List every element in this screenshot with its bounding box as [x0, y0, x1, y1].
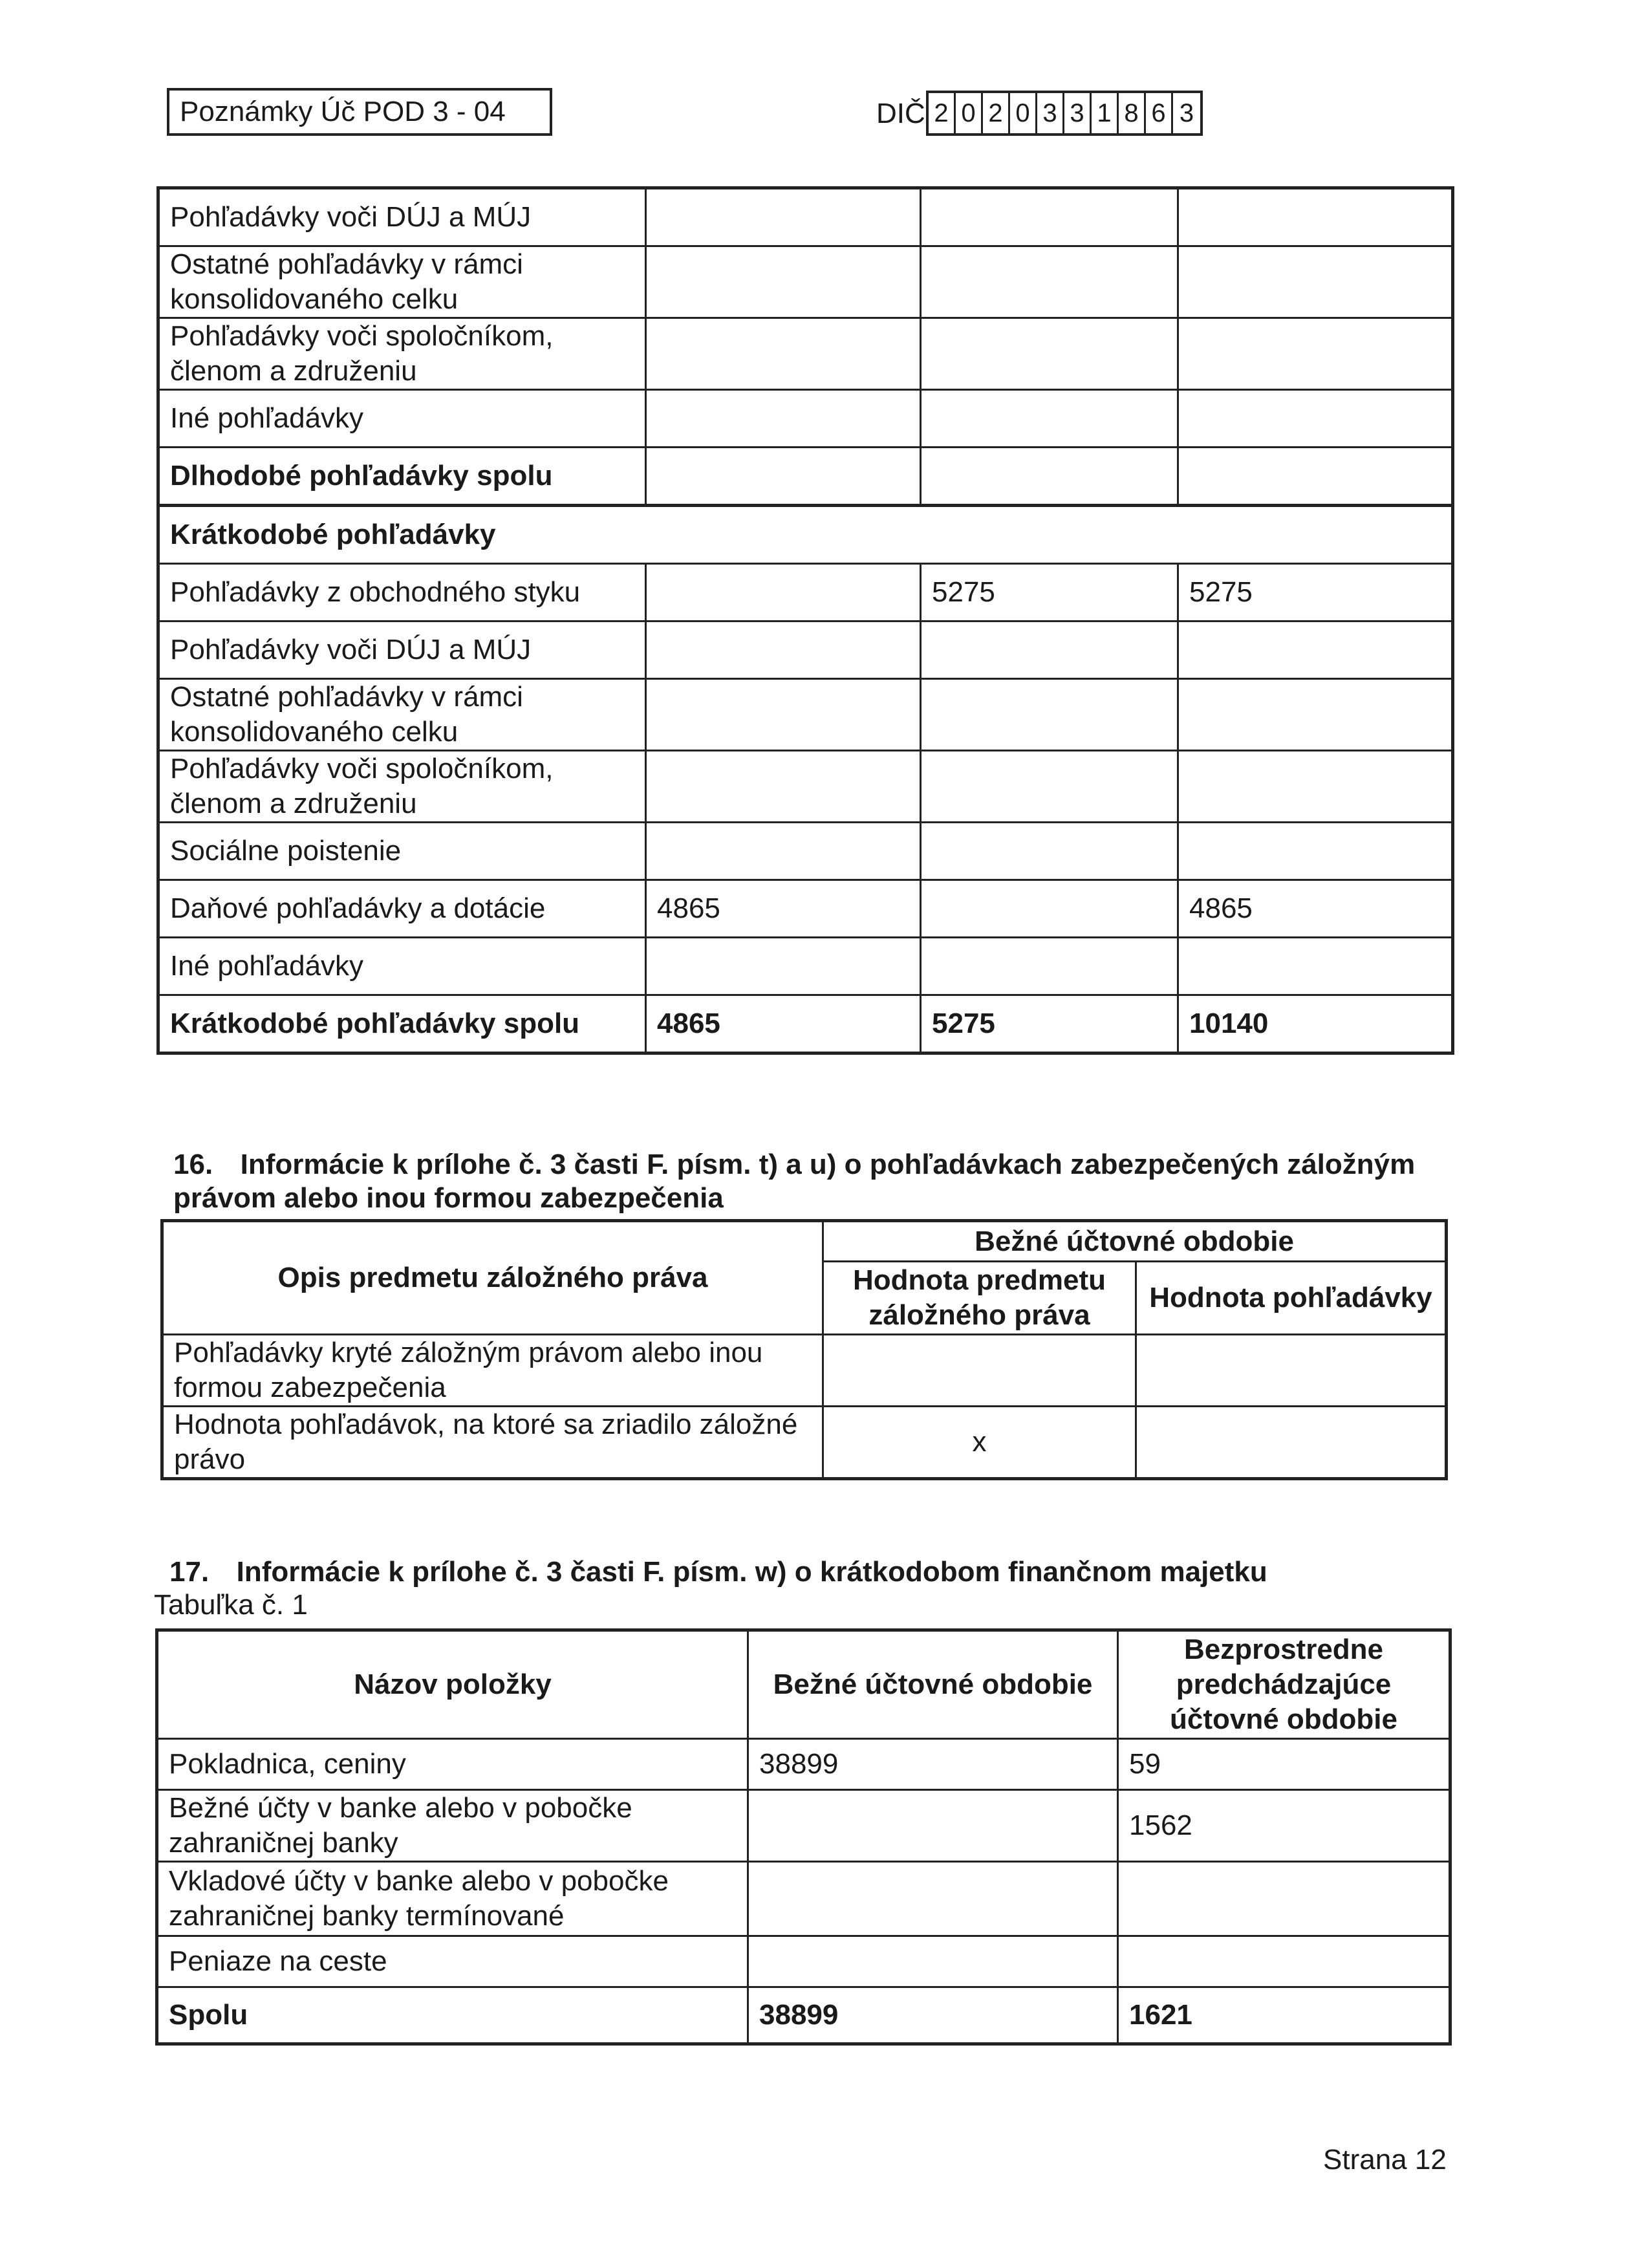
- cell-value: [748, 1936, 1118, 1987]
- cell-value: [646, 318, 921, 390]
- row-label: Spolu: [157, 1987, 748, 2044]
- cell-value: [921, 938, 1178, 995]
- cell-value: [646, 823, 921, 880]
- form-label: Poznámky Úč POD 3 - 04: [180, 96, 506, 127]
- table-row: [158, 823, 1453, 880]
- dic-label: DIČ: [876, 98, 925, 129]
- cell-value: [1178, 679, 1453, 751]
- cell-value: [646, 751, 921, 823]
- cell-value: [921, 679, 1178, 751]
- financial-assets-table: [155, 1628, 1452, 2046]
- cell-value: [921, 751, 1178, 823]
- table-row: [158, 938, 1453, 995]
- cell-value: 5275: [921, 995, 1178, 1053]
- table-row: [157, 1936, 1450, 1987]
- dic-digit: 0: [1010, 93, 1037, 133]
- table-row: [158, 621, 1453, 679]
- cell-value: [646, 679, 921, 751]
- cell-value: [823, 1335, 1136, 1407]
- cell-value: [1136, 1335, 1447, 1407]
- row-label: Pokladnica, ceniny: [157, 1739, 748, 1790]
- row-label: Pohľadávky z obchodného styku: [158, 564, 646, 621]
- row-label: Pohľadávky voči DÚJ a MÚJ: [158, 621, 646, 679]
- cell-value: 4865: [1178, 880, 1453, 938]
- col-header-description: Opis predmetu záložného práva: [162, 1221, 823, 1335]
- table-row: [158, 246, 1453, 318]
- dic-digit: 0: [956, 93, 983, 133]
- table-row: [162, 1335, 1447, 1407]
- cell-value: [748, 1862, 1118, 1936]
- table-row: [158, 448, 1453, 506]
- row-label: Sociálne poistenie: [158, 823, 646, 880]
- col-header-item-name: Názov položky: [157, 1630, 748, 1739]
- col-header-pledge-value: Hodnota predmetu záložného práva: [823, 1262, 1136, 1335]
- table-row: [157, 1739, 1450, 1790]
- cell-value: [1118, 1862, 1450, 1936]
- section-header-row: [158, 506, 1453, 564]
- dic-digit: 1: [1092, 93, 1119, 133]
- header-row: [157, 1630, 1450, 1739]
- cell-value: [1178, 621, 1453, 679]
- cell-value: 5275: [1178, 564, 1453, 621]
- page-number: Strana 12: [1323, 2144, 1447, 2176]
- table-row: [158, 564, 1453, 621]
- cell-value: [646, 188, 921, 246]
- row-label: Krátkodobé pohľadávky spolu: [158, 995, 646, 1053]
- dic-digit: 3: [1179, 99, 1194, 127]
- cell-value: [646, 246, 921, 318]
- cell-value: [921, 823, 1178, 880]
- dic-digit: 6: [1146, 93, 1173, 133]
- section-number: 16.: [173, 1149, 213, 1180]
- cell-value: [921, 188, 1178, 246]
- cell-value: 1621: [1118, 1987, 1450, 2044]
- row-label: Pohľadávky kryté záložným právom alebo inou formou zabezpečenia: [162, 1335, 823, 1407]
- table-row: [157, 1790, 1450, 1862]
- cell-value: x: [823, 1407, 1136, 1479]
- cell-value: 1562: [1118, 1790, 1450, 1862]
- row-label: Ostatné pohľadávky v rámci konsolidovaného celku: [158, 246, 646, 318]
- cell-value: [1178, 246, 1453, 318]
- receivables-table: [156, 186, 1454, 1055]
- col-header-current-period: Bežné účtovné obdobie: [748, 1630, 1118, 1739]
- table-row: [158, 880, 1453, 938]
- section-17-title: [169, 1555, 1267, 1589]
- cell-value: 38899: [748, 1987, 1118, 2044]
- cell-value: 10140: [1178, 995, 1453, 1053]
- table-row: [158, 188, 1453, 246]
- row-label: Pohľadávky voči spoločníkom, členom a združeniu: [158, 751, 646, 823]
- header-row: [162, 1221, 1447, 1262]
- cell-value: 4865: [646, 995, 921, 1053]
- cell-value: [1178, 938, 1453, 995]
- row-label: Pohľadávky voči spoločníkom, členom a združeniu: [158, 318, 646, 390]
- dic-digits-box: [926, 91, 1203, 136]
- section-16-title: [173, 1148, 1467, 1215]
- row-label: Hodnota pohľadávok, na ktoré sa zriadilo záložné právo: [162, 1407, 823, 1479]
- section-header: Krátkodobé pohľadávky: [158, 506, 1453, 564]
- cell-value: [1178, 751, 1453, 823]
- cell-value: [646, 564, 921, 621]
- table-row: [158, 751, 1453, 823]
- total-row: [158, 995, 1453, 1053]
- table-row: [158, 679, 1453, 751]
- dic-digit: 3: [1064, 93, 1092, 133]
- form-label-box: [167, 88, 552, 136]
- table-row: [157, 1862, 1450, 1936]
- cell-value: 59: [1118, 1739, 1450, 1790]
- section-title: Informácie k prílohe č. 3 časti F. písm. t) a u) o pohľadávkach zabezpečených záložným právom alebo inou formou zabezpečenia: [173, 1149, 1416, 1214]
- table-row: [158, 318, 1453, 390]
- cell-value: [1136, 1407, 1447, 1479]
- cell-value: 5275: [921, 564, 1178, 621]
- cell-value: [1118, 1936, 1450, 1987]
- row-label: Daňové pohľadávky a dotácie: [158, 880, 646, 938]
- cell-value: [646, 390, 921, 448]
- pledge-table: [160, 1219, 1448, 1480]
- table-subtitle: Tabuľka č. 1: [154, 1589, 308, 1621]
- cell-value: [1178, 448, 1453, 506]
- row-label: Iné pohľadávky: [158, 938, 646, 995]
- col-group-header: Bežné účtovné obdobie: [823, 1221, 1447, 1262]
- cell-value: [1178, 188, 1453, 246]
- total-row: [157, 1987, 1450, 2044]
- cell-value: [646, 938, 921, 995]
- cell-value: 4865: [646, 880, 921, 938]
- cell-value: [921, 318, 1178, 390]
- section-title: Informácie k prílohe č. 3 časti F. písm. w) o krátkodobom finančnom majetku: [236, 1556, 1267, 1588]
- cell-value: [921, 448, 1178, 506]
- row-label: Dlhodobé pohľadávky spolu: [158, 448, 646, 506]
- cell-value: [921, 390, 1178, 448]
- col-header-receivable-value: Hodnota pohľadávky: [1136, 1262, 1447, 1335]
- row-label: Pohľadávky voči DÚJ a MÚJ: [158, 188, 646, 246]
- table-row: [162, 1407, 1447, 1479]
- col-header-previous-period: Bezprostredne predchádzajúce účtovné obdobie: [1118, 1630, 1450, 1739]
- dic-digit: 2: [929, 93, 956, 133]
- cell-value: [1178, 823, 1453, 880]
- dic-digit: 2: [983, 93, 1010, 133]
- section-number: 17.: [169, 1556, 210, 1588]
- cell-value: [1178, 318, 1453, 390]
- row-label: Peniaze na ceste: [157, 1936, 748, 1987]
- dic-digit: 3: [1037, 93, 1064, 133]
- cell-value: [921, 246, 1178, 318]
- row-label: Ostatné pohľadávky v rámci konsolidovaného celku: [158, 679, 646, 751]
- cell-value: [921, 880, 1178, 938]
- cell-value: [646, 621, 921, 679]
- cell-value: [748, 1790, 1118, 1862]
- cell-value: 38899: [748, 1739, 1118, 1790]
- row-label: Vkladové účty v banke alebo v pobočke zahraničnej banky termínované: [157, 1862, 748, 1936]
- dic-digit: 8: [1119, 93, 1146, 133]
- table-row: [158, 390, 1453, 448]
- row-label: Bežné účty v banke alebo v pobočke zahraničnej banky: [157, 1790, 748, 1862]
- cell-value: [921, 621, 1178, 679]
- row-label: Iné pohľadávky: [158, 390, 646, 448]
- cell-value: [1178, 390, 1453, 448]
- cell-value: [646, 448, 921, 506]
